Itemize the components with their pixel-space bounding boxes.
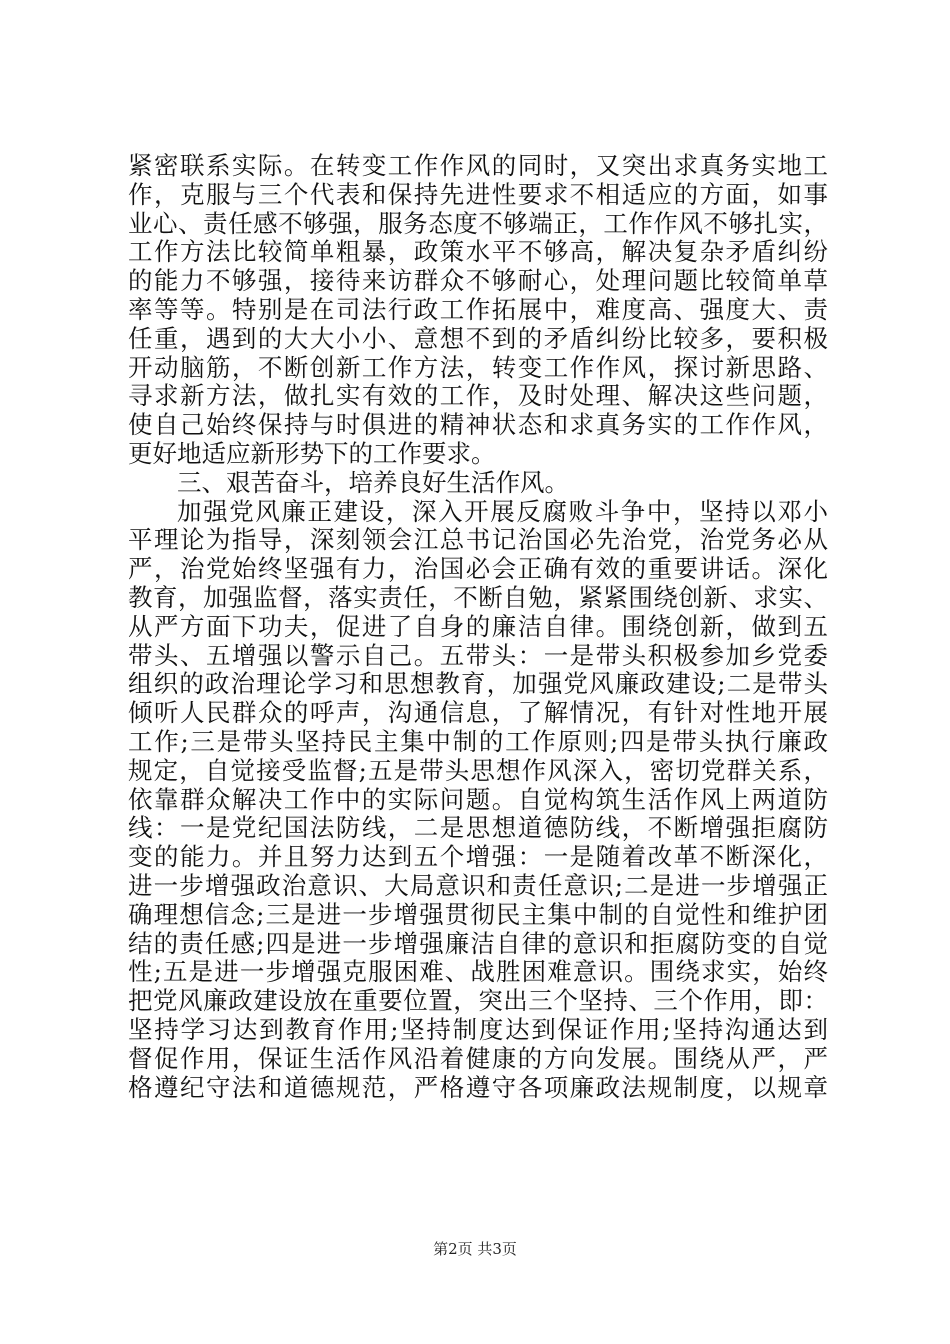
text-line: 加强党风廉正建设，深入开展反腐败斗争中，坚持以邓小: [177, 496, 828, 526]
text-line: 规定，自觉接受监督;五是带头思想作风深入，密切党群关系，: [128, 755, 828, 785]
text-line: 确理想信念;三是进一步增强贯彻民主集中制的自觉性和维护团: [128, 899, 828, 929]
text-line: 作，克服与三个代表和保持先进性要求不相适应的方面，如事: [128, 179, 828, 209]
text-line: 的能力不够强，接待来访群众不够耐心，处理问题比较简单草: [128, 266, 828, 296]
text-line: 业心、责任感不够强，服务态度不够端正，工作作风不够扎实，: [128, 208, 828, 238]
text-line: 更好地适应新形势下的工作要求。: [128, 438, 496, 468]
text-line: 教育，加强监督，落实责任，不断自勉，紧紧围绕创新、求实、: [128, 582, 828, 612]
paragraph-2: [128, 498, 828, 1103]
text-line: 依靠群众解决工作中的实际问题。自觉构筑生活作风上两道防: [128, 784, 828, 814]
text-line: 结的责任感;四是进一步增强廉洁自律的意识和拒腐防变的自觉: [128, 928, 828, 958]
paragraph-1: [128, 152, 828, 469]
text-line: 寻求新方法，做扎实有效的工作，及时处理、解决这些问题，: [128, 381, 828, 411]
text-line: 工作方法比较简单粗暴，政策水平不够高，解决复杂矛盾纠纷: [128, 237, 828, 267]
text-line: 变的能力。并且努力达到五个增强：一是随着改革不断深化，: [128, 842, 828, 872]
text-line: 性;五是进一步增强克服困难、战胜困难意识。围绕求实，始终: [128, 957, 828, 987]
text-line: 工作;三是带头坚持民主集中制的工作原则;四是带头执行廉政: [128, 726, 828, 756]
text-line: 线：一是党纪国法防线，二是思想道德防线，不断增强拒腐防: [128, 813, 828, 843]
text-line: 把党风廉政建设放在重要位置，突出三个坚持、三个作用，即：: [128, 986, 828, 1016]
page-number-footer: 第2页 共3页: [433, 1240, 517, 1258]
text-line: 组织的政治理论学习和思想教育，加强党风廉政建设;二是带头: [128, 669, 828, 699]
text-line: 坚持学习达到教育作用;坚持制度达到保证作用;坚持沟通达到: [128, 1014, 828, 1044]
text-line: 平理论为指导，深刻领会江总书记治国必先治党，治党务必从: [128, 525, 828, 555]
text-line: 严，治党始终坚强有力，治国必会正确有效的重要讲话。深化: [128, 554, 828, 584]
text-line: 进一步增强政治意识、大局意识和责任意识;二是进一步增强正: [128, 870, 828, 900]
text-line: 紧密联系实际。在转变工作作风的同时，又突出求真务实地工: [128, 151, 828, 180]
text-line: 使自己始终保持与时俱进的精神状态和求真务实的工作作风，: [128, 410, 828, 440]
text-line: 从严方面下功夫，促进了自身的廉洁自律。围绕创新，做到五: [128, 611, 828, 641]
text-line: 倾听人民群众的呼声，沟通信息，了解情况，有针对性地开展: [128, 698, 828, 728]
text-line: 率等等。特别是在司法行政工作拓展中，难度高、强度大、责: [128, 294, 828, 324]
text-line: 督促作用，保证生活作风沿着健康的方向发展。围绕从严，严: [128, 1043, 828, 1073]
section-heading: 三、艰苦奋斗，培养良好生活作风。: [177, 467, 569, 497]
text-line: 格遵纪守法和道德规范，严格遵守各项廉政法规制度，以规章: [128, 1072, 828, 1102]
text-line: 任重，遇到的大大小小、意想不到的矛盾纠纷比较多，要积极: [128, 323, 828, 353]
text-line: 开动脑筋，不断创新工作方法，转变工作作风，探讨新思路、: [128, 352, 828, 382]
text-line: 带头、五增强以警示自己。五带头：一是带头积极参加乡党委: [128, 640, 828, 670]
document-body: [128, 152, 828, 1102]
